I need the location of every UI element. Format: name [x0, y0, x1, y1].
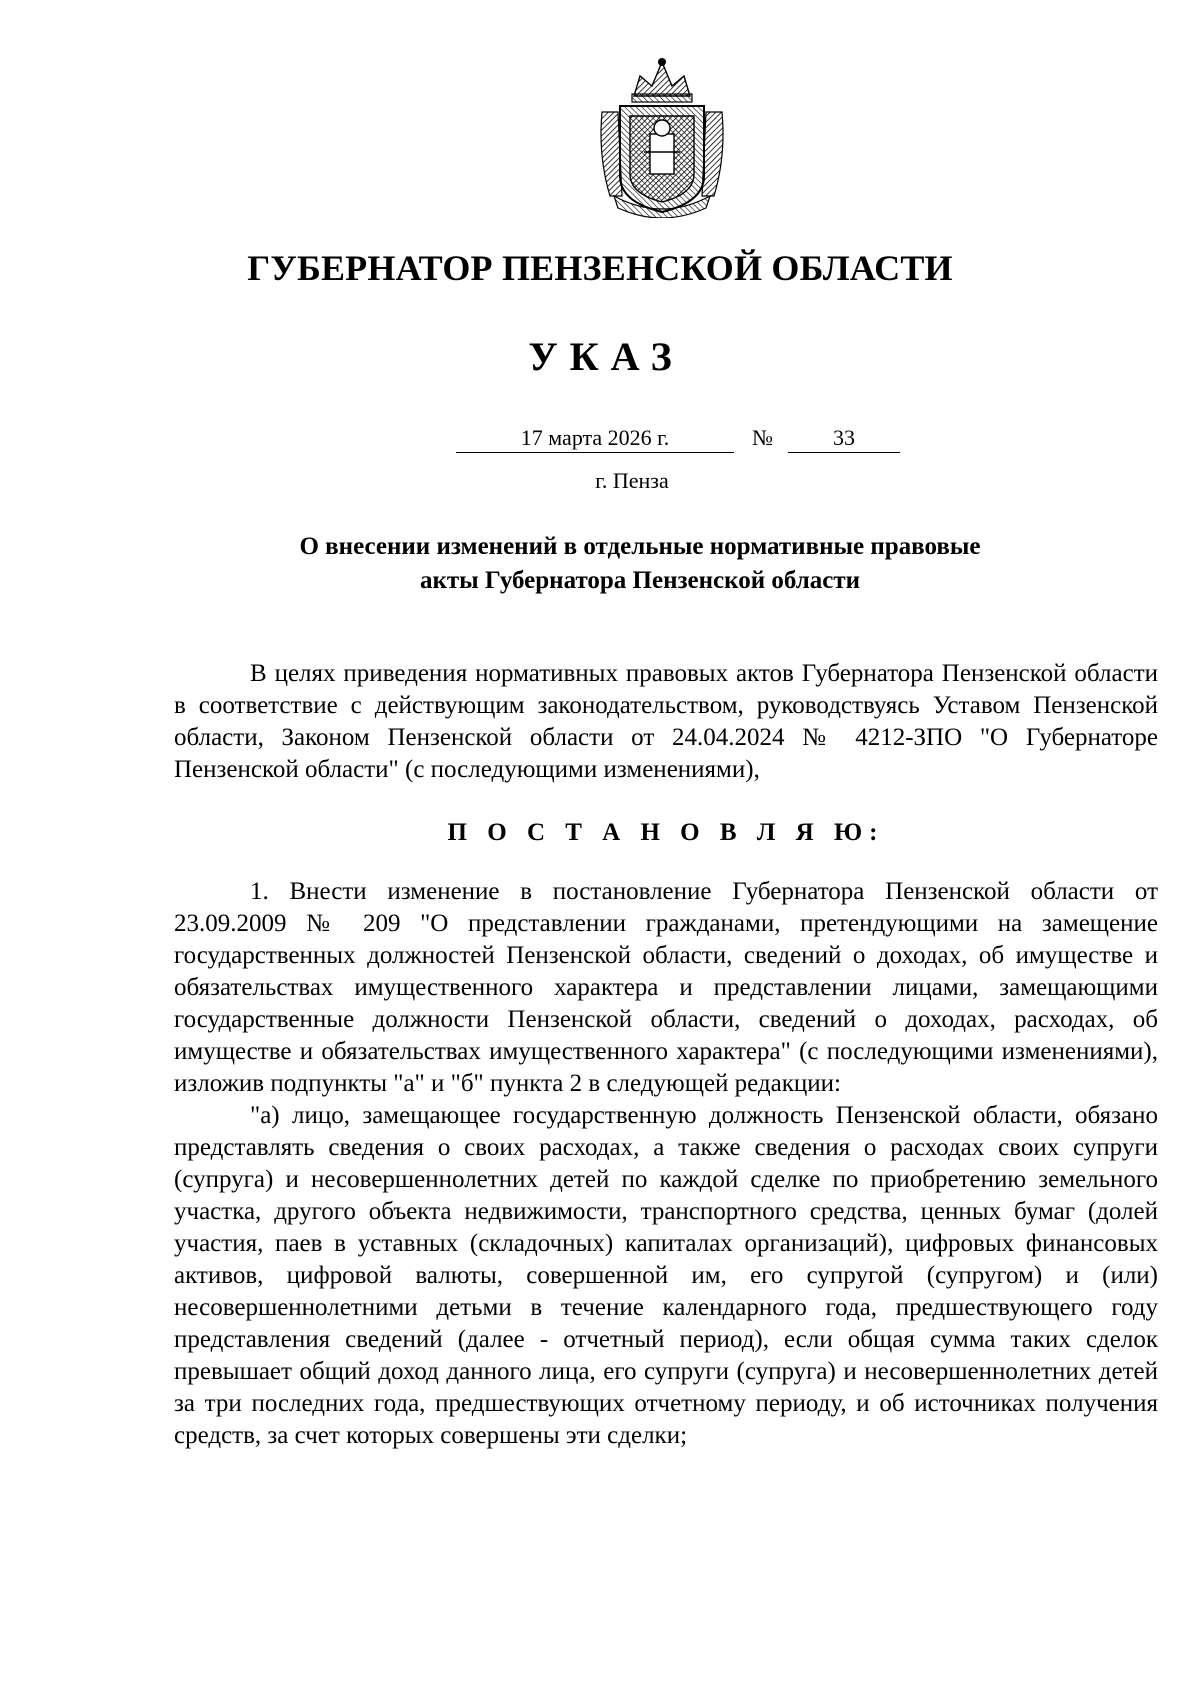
item-1-paragraph: 1. Внести изменение в постановление Губернатора Пензенской области от 23.09.2009 № 209 "О представлении гражданами, претендующими на замещение государственных должностей Пензенской области, сведений о доходах, об имуществе и обязательствах имущественного характера и представлении лицами, замещающими государственные должности Пензенской области, сведений о доходах, расходах, об имуществе и обязательствах имущественного характера" (с последующими изменениями), изложив подпункты "а" и "б" пункта 2 в следующей редакции:	[174, 878, 1158, 1097]
document-city: г. Пенза	[595, 468, 669, 493]
document-type: УКАЗ	[528, 334, 684, 379]
document-title-line-1: О внесении изменений в отдельные нормативные правовые	[299, 533, 981, 560]
item-1a-paragraph: "а) лицо, замещающее государственную должность Пензенской области, обязано представлять сведения о своих расходах, а также сведения о расходах своих супруги (супруга) и несовершеннолетних детей по каждой сделке по приобретению земельного участка, другого объекта недвижимости, транспортного средства, ценных бумаг (долей участия, паев в уставных (складочных) капиталах организаций), цифровых финансовых активов, цифровой валюты, совершенной им, его супругой (супругом) и (или) несовершеннолетними детьми в течение календарного года, предшествующего году представления сведений (далее - отчетный период), если общая сумма таких сделок превышает общий доход данного лица, его супруги (супруга) и несовершеннолетних детей за три последних года, предшествующих отчетному периоду, и об источниках получения средств, за счет которых совершены эти сделки;	[174, 1102, 1158, 1449]
decree-heading: П О С Т А Н О В Л Я Ю:	[447, 819, 885, 846]
number-sign: №	[752, 425, 773, 450]
document-body	[174, 658, 1158, 1452]
coat-of-arms-icon	[596, 56, 728, 218]
document-number: 33	[788, 424, 900, 453]
preamble-paragraph: В целях приведения нормативных правовых актов Губернатора Пензенской области в соответствие с действующим законодательством, руководствуясь Уставом Пензенской области, Законом Пензенской области от 24.04.2024 № 4212-ЗПО "О Губернаторе Пензенской области" (с последующими изменениями),	[174, 660, 1158, 783]
document-title	[220, 530, 1060, 598]
document-title-line-2: акты Губернатора Пензенской области	[419, 567, 861, 594]
document-date: 17 марта 2026 г.	[456, 424, 734, 453]
issuing-authority: ГУБЕРНАТОР ПЕНЗЕНСКОЙ ОБЛАСТИ	[247, 248, 953, 288]
